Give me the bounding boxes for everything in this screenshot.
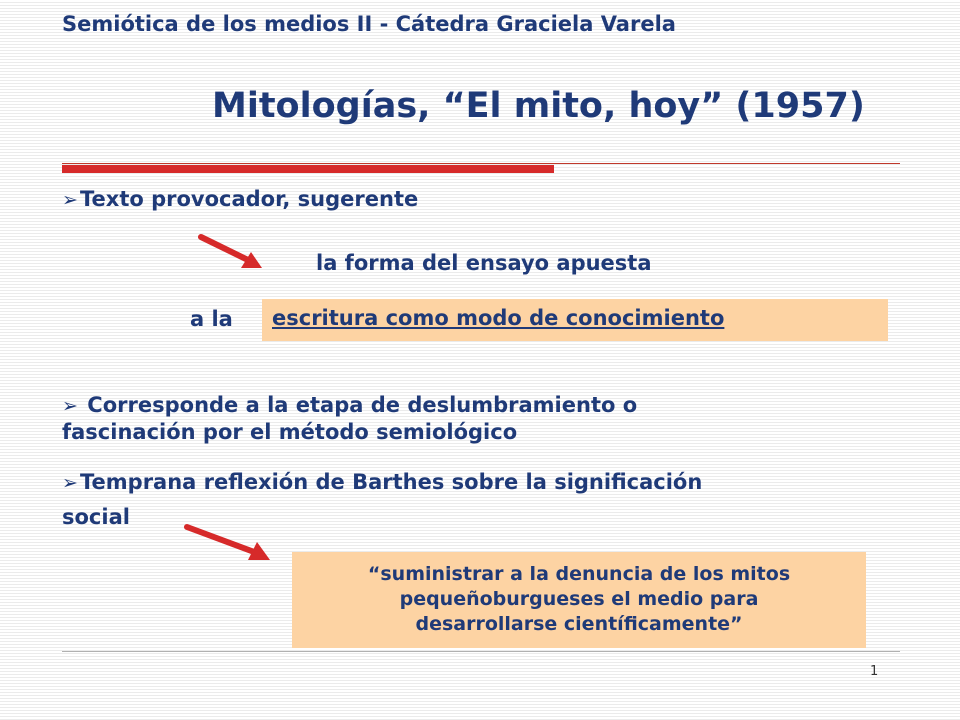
- red-arrow-icon: [184, 522, 274, 564]
- divider-thin: [62, 163, 900, 164]
- bullet-text: Texto provocador, sugerente: [80, 187, 419, 211]
- bullet-text: Temprana reflexión de Barthes sobre la significación: [80, 470, 703, 494]
- quote-box: [292, 552, 866, 648]
- ensayo-line: la forma del ensayo apuesta: [316, 251, 652, 275]
- slide-number: 1: [870, 664, 879, 679]
- bullet-item-2: [62, 392, 637, 445]
- arrowhead-bullet-icon: ➢: [62, 395, 78, 417]
- bullet-text-continued: social: [62, 505, 130, 529]
- course-header: Semiótica de los medios II - Cátedra Graciela Varela: [62, 12, 676, 36]
- arrowhead-bullet-icon: ➢: [62, 189, 78, 211]
- arrowhead-bullet-icon: ➢: [62, 472, 78, 494]
- slide-title: Mitologías, “El mito, hoy” (1957): [212, 86, 865, 126]
- quote-line-1: “suministrar a la denuncia de los mitos: [367, 563, 791, 585]
- quote-line-3: desarrollarse científicamente”: [415, 613, 743, 635]
- red-arrow-icon: [198, 232, 266, 272]
- bullet-item-3: [62, 465, 702, 534]
- bullet-text-continued: fascinación por el método semiológico: [62, 420, 518, 444]
- bullet-item-1: [62, 187, 418, 211]
- quote-line-2: pequeñoburgueses el medio para: [399, 588, 759, 610]
- bullet-text: Corresponde a la etapa de deslumbramiento o: [80, 393, 638, 417]
- highlight-box: [262, 299, 888, 341]
- ensayo-prefix: a la: [190, 307, 233, 331]
- footer-divider: [62, 651, 900, 652]
- divider-thick: [62, 165, 554, 173]
- highlight-text: escritura como modo de conocimiento: [272, 306, 725, 330]
